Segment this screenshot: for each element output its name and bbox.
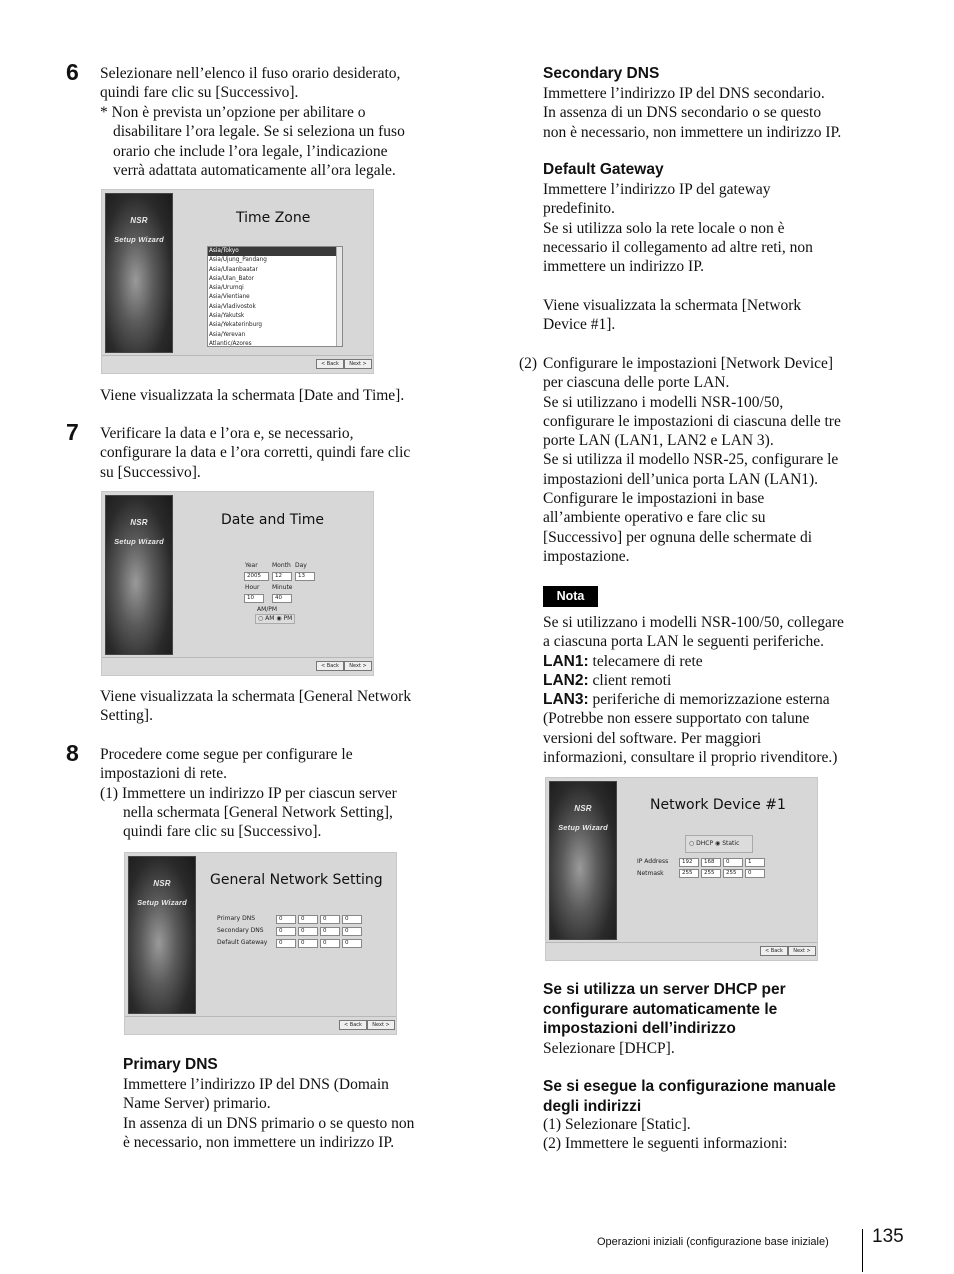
step8-sub1-line3: quindi fare clic su [Successivo]. [123,823,322,841]
nota-p3: informazioni, consultare il proprio rivenditore.) [543,749,838,767]
sub2-line11: impostazione. [543,547,630,565]
day-label: Day [295,562,307,569]
secondary-dns-octet-field[interactable]: 0 [276,927,296,936]
step7-line2: configurare la data e l’ora corretti, quindi fare clic [100,444,411,462]
ip-address-octet-field[interactable]: 168 [701,858,721,867]
next-button[interactable]: Next > [367,1020,395,1030]
default-gateway-text [543,180,883,276]
next-button[interactable]: Next > [344,359,372,369]
step7-after [100,687,450,726]
primary-dns-label: Primary DNS [217,915,256,922]
primary-line1: Immettere l’indirizzo IP del DNS (Domain [123,1076,389,1093]
step7-line3: su [Successivo]. [100,463,201,481]
wizard-button-bar [546,942,817,960]
netmask-octet-field[interactable]: 255 [679,869,699,878]
pm-option[interactable]: PM [283,615,293,622]
step7-after-line2: Setting]. [100,707,153,725]
time-zone-list-item[interactable]: Asia/Tokyo [208,247,342,256]
dhcp-option[interactable]: DHCP [696,840,714,847]
gateway-after-line2: Device #1]. [543,316,616,334]
nota-lan1 [543,652,888,671]
time-zone-list-item[interactable]: Asia/Yakutsk [209,313,245,320]
default-gateway-octet-field[interactable]: 0 [276,939,296,948]
manual-line2: (2) Immettere le seguenti informazioni: [543,1135,788,1153]
sub2-line1: Configurare le impostazioni [Network Device] [543,355,834,372]
year-spinner[interactable]: 2005 [244,572,269,581]
step6-note-line3: orario che include l’ora legale, l’indicazione [113,142,388,160]
list-scrollbar[interactable] [336,247,342,346]
netmask-octet-field[interactable]: 255 [723,869,743,878]
primary-dns-octet-field[interactable]: 0 [276,915,296,924]
gateway-line1: Immettere l’indirizzo IP del gateway [543,181,771,198]
general-network-setting-screenshot [124,852,397,1035]
time-zone-screenshot [101,189,374,374]
nota-lan2 [543,671,888,690]
step6-note-line1: * Non è prevista un’opzione per abilitare o [100,104,366,121]
step6-note [100,103,450,180]
lan3-value: periferiche di memorizzazione esterna [588,691,830,709]
primary-dns-text [123,1075,453,1152]
lan3-key: LAN3: [543,691,589,709]
footer-divider [862,1229,863,1272]
step6-text [100,64,450,103]
ip-address-octet-field[interactable]: 192 [679,858,699,867]
secondary-line1: Immettere l’indirizzo IP del DNS secondario. [543,85,825,102]
am-option[interactable]: AM [265,615,275,622]
back-button[interactable]: < Back [760,946,788,956]
network-device-screenshot [545,777,818,961]
wizard-side-panel [128,856,196,1014]
default-gateway-octet-field[interactable]: 0 [342,939,362,948]
default-gateway-heading: Default Gateway [543,161,664,178]
sub2-line6: Se si utilizza il modello NSR-25, configurare le [543,451,839,469]
minute-label: Minute [272,584,293,591]
footer-section-title: Operazioni iniziali (configurazione base iniziale) [597,1236,829,1248]
gateway-after [543,296,883,335]
default-gateway-octet-field[interactable]: 0 [320,939,340,948]
secondary-dns-octet-field[interactable]: 0 [320,927,340,936]
primary-line2: Name Server) primario. [123,1095,271,1113]
primary-dns-heading: Primary DNS [123,1056,218,1073]
radio-circle-icon: ○ [258,615,264,622]
time-zone-list-item[interactable]: Atlantic/Azores [209,340,252,347]
radio-selected-icon: ◉ [276,615,282,622]
primary-dns-octet-field[interactable]: 0 [320,915,340,924]
next-button[interactable]: Next > [344,661,372,671]
hour-label: Hour [245,584,260,591]
month-label: Month [272,562,291,569]
nota-line2: a ciascuna porta LAN le seguenti periferiche. [543,633,825,651]
wizard-side-panel [105,495,173,655]
netmask-octet-field[interactable]: 255 [701,869,721,878]
ampm-radio-group[interactable] [255,614,295,624]
gateway-after-line1: Viene visualizzata la schermata [Network [543,297,802,314]
wizard-button-bar [102,355,373,373]
step6-after: Viene visualizzata la schermata [Date and Time]. [100,387,405,404]
nota-text [543,613,888,767]
dhcp-heading [543,980,883,1039]
page-number: 135 [872,1226,904,1247]
primary-dns-octet-field[interactable]: 0 [342,915,362,924]
lan2-value: client remoti [588,671,672,689]
back-button[interactable]: < Back [316,661,344,671]
time-zone-list-item[interactable]: Asia/Yekaterinburg [209,322,263,329]
ip-address-octet-field[interactable]: 1 [745,858,765,867]
date-and-time-screenshot [101,491,374,676]
gateway-line5: immettere un indirizzo IP. [543,258,704,276]
radio-selected-icon: ◉ [715,840,721,847]
sub2-line8: Configurare le impostazioni in base [543,490,765,508]
time-zone-list-item[interactable]: Asia/Urumqi [209,285,244,292]
time-zone-list-item[interactable]: Asia/Ulan_Bator [209,275,254,282]
gateway-line4: necessario il collegamento ad altre reti, non [543,238,813,256]
lan1-key: LAN1: [543,652,589,670]
time-zone-list[interactable] [207,246,343,347]
step8-line2: impostazioni di rete. [100,765,227,783]
nota-lan3 [543,690,888,709]
screen-title: Time Zone [236,210,311,226]
step7-after-line1: Viene visualizzata la schermata [General Network [100,688,412,705]
step8-line1: Procedere come segue per configurare le [100,746,353,763]
static-option[interactable]: Static [722,840,740,847]
year-label: Year [245,562,258,569]
nota-line1: Se si utilizzano i modelli NSR-100/50, collegare [543,614,844,631]
default-gateway-label: Default Gateway [217,939,268,946]
secondary-dns-octet-field[interactable]: 0 [298,927,318,936]
ip-address-octet-field[interactable]: 0 [723,858,743,867]
step-number-8: 8 [66,740,79,766]
manual-text [543,1115,883,1154]
time-zone-list-item[interactable]: Asia/Ulaanbaatar [209,266,258,273]
secondary-dns-label: Secondary DNS [217,927,264,934]
next-button[interactable]: Next > [788,946,816,956]
wizard-button-bar [125,1016,396,1034]
nota-p1: (Potrebbe non essere supportato con talune [543,710,810,728]
minute-spinner[interactable]: 40 [272,594,292,603]
sub2-line10: [Successivo] per ognuna delle schermate di [543,528,813,546]
sub2-line3: Se si utilizzano i modelli NSR-100/50, [543,393,784,411]
wizard-side-panel [105,193,173,353]
nota-p2: versioni del software. Per maggiori [543,729,762,747]
step8-sub1-line2: nella schermata [General Network Setting], [123,803,393,821]
lan1-value: telecamere di rete [588,652,703,670]
netmask-label: Netmask [637,870,664,877]
netmask-octet-field[interactable]: 0 [745,869,765,878]
month-spinner[interactable]: 12 [272,572,292,581]
nsr-logo: NSR Setup Wizard [137,879,187,907]
wizard-button-bar [102,657,373,675]
secondary-dns-octet-field[interactable]: 0 [342,927,362,936]
step-number-7: 7 [66,419,79,445]
nota-badge: Nota [543,586,598,607]
sub2-line9: all’ambiente operativo e fare clic su [543,509,766,527]
screen-title: Network Device #1 [650,797,786,813]
sub2-number: (2) [519,355,538,372]
dhcp-text: Selezionare [DHCP]. [543,1040,675,1057]
default-gateway-octet-field[interactable]: 0 [298,939,318,948]
nsr-logo: NSR Setup Wizard [114,216,164,244]
sub2-line2: per ciascuna delle porte LAN. [543,374,730,392]
secondary-line2: In assenza di un DNS secondario o se questo [543,104,822,122]
ampm-label: AM/PM [257,606,278,613]
day-spinner[interactable]: 13 [295,572,315,581]
manual-heading-line2: degli indirizzi [543,1097,642,1115]
lan2-key: LAN2: [543,671,589,689]
nsr-logo: NSR Setup Wizard [558,804,608,832]
dhcp-static-radio-group[interactable] [685,835,753,853]
dhcp-heading-line1: Se si utilizza un server DHCP per [543,981,786,998]
gateway-line3: Se si utilizza solo la rete locale o non è [543,219,785,237]
secondary-dns-text [543,84,883,142]
gateway-line2: predefinito. [543,200,615,218]
screen-title: General Network Setting [210,872,383,888]
primary-dns-octet-field[interactable]: 0 [298,915,318,924]
step-number-6: 6 [66,59,79,85]
step6-note-line4: verrà adattata automaticamente all’ora legale. [113,161,396,179]
manual-heading-line1: Se si esegue la configurazione manuale [543,1078,836,1095]
step7-text [100,424,450,482]
step6-line2: quindi fare clic su [Successivo]. [100,84,299,102]
hour-spinner[interactable]: 10 [244,594,264,603]
primary-line3: In assenza di un DNS primario o se questo non [123,1114,415,1132]
sub2-text [543,354,883,566]
sub2-line7: impostazioni dell’unica porta LAN (LAN1). [543,470,819,488]
sub2-line5: porte LAN (LAN1, LAN2 e LAN 3). [543,432,774,450]
radio-circle-icon: ○ [689,840,695,847]
step8-sub1-line1: (1) Immettere un indirizzo IP per ciascun server [100,784,397,802]
manual-line1: (1) Selezionare [Static]. [543,1116,691,1133]
step6-note-line2: disabilitare l’ora legale. Se si seleziona un fuso [113,123,405,141]
sub2-line4: configurare le impostazioni di ciascuna delle tre [543,412,841,430]
time-zone-list-item[interactable]: Asia/Ujung_Pandang [209,257,267,264]
primary-line4: è necessario, non immettere un indirizzo IP. [123,1133,395,1151]
time-zone-list-item[interactable]: Asia/Yerevan [209,331,246,338]
screen-title: Date and Time [221,512,324,528]
step6-line1: Selezionare nell’elenco il fuso orario desiderato, [100,65,401,82]
time-zone-list-item[interactable]: Asia/Vladivostok [209,303,256,310]
secondary-dns-heading: Secondary DNS [543,65,660,82]
ip-address-label: IP Address [637,858,669,865]
dhcp-heading-line3: impostazioni dell’indirizzo [543,1020,736,1037]
nsr-logo: NSR Setup Wizard [114,518,164,546]
back-button[interactable]: < Back [316,359,344,369]
step8-text [100,745,450,841]
wizard-side-panel [549,781,617,940]
time-zone-list-item[interactable]: Asia/Vientiane [209,294,250,301]
step7-line1: Verificare la data e l’ora e, se necessario, [100,425,354,442]
manual-heading [543,1077,883,1116]
dhcp-heading-line2: configurare automaticamente le [543,1000,778,1018]
secondary-line3: non è necessario, non immettere un indirizzo IP. [543,123,842,141]
back-button[interactable]: < Back [339,1020,367,1030]
